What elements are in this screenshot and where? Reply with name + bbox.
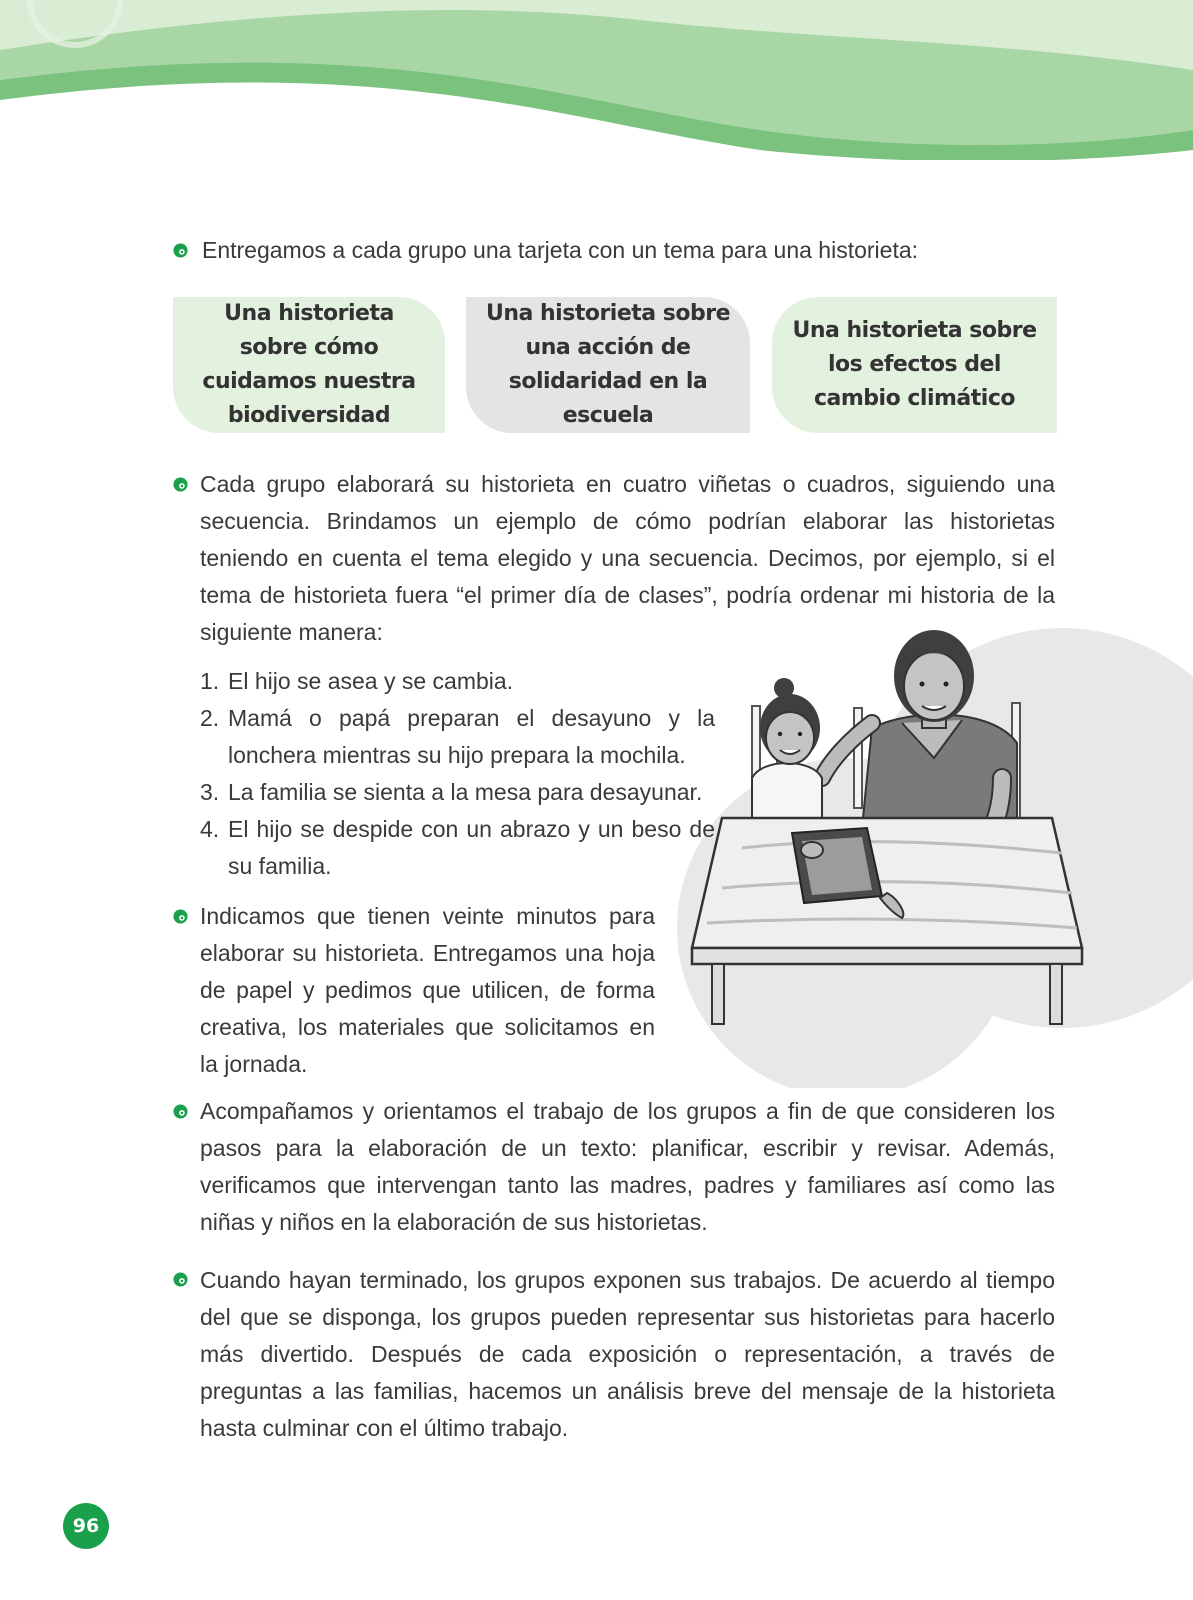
topic-card-biodiversity: Una historieta sobre cómo cuidamos nuestra biodiversidad: [173, 297, 445, 433]
bullet-icon: [173, 477, 188, 492]
topic-card-solidarity: Una historieta sobre una acción de solidaridad en la escuela: [466, 297, 750, 433]
list-item: 3. La familia se sienta a la mesa para desayunar.: [200, 779, 703, 805]
paragraph-sequence-example: Cada grupo elaborará su historieta en cuatro viñetas o cuadros, siguiendo una secuencia. Brindamos un ejemplo de cómo podrían elaborar las historietas teniendo en cuenta el tema elegido y una secuencia. Decimos, por ejemplo, si el tema de historieta fuera “el primer día de clases”, podría ordenar mi historia de la siguiente manera:: [200, 471, 1055, 645]
page-number: 96: [63, 1503, 109, 1549]
list-item: 4. El hijo se despide con un abrazo y un beso de su familia.: [200, 816, 715, 879]
bullet-icon: [173, 909, 188, 924]
mother-child-illustration: [672, 628, 1193, 1088]
header-wave-decoration: [0, 0, 1193, 160]
paragraph-presentation: Cuando hayan terminado, los grupos exponen sus trabajos. De acuerdo al tiempo del que se disponga, los grupos pueden representar sus historietas para hacerlo más divertido. Después de cada exposición o representación, a través de preguntas a las familias, hacemos un análisis breve del mensaje de la historieta hasta culminar con el último trabajo.: [200, 1267, 1055, 1441]
topic-card-climate: Una historieta sobre los efectos del cambio climático: [772, 297, 1057, 433]
bullet-icon: [173, 1272, 188, 1287]
intro-text: Entregamos a cada grupo una tarjeta con un tema para una historieta:: [202, 237, 919, 263]
paragraph-guidance: Acompañamos y orientamos el trabajo de los grupos a fin de que consideren los pasos para la elaboración de un texto: planificar, escribir y revisar. Además, verificamos que intervengan tanto las madres, padres y familiares así como las niñas y niños en la elaboración de sus historietas.: [200, 1098, 1055, 1235]
sequence-list: [200, 663, 715, 885]
list-item: 2. Mamá o papá preparan el desayuno y la lonchera mientras su hijo prepara la mochila.: [200, 705, 715, 768]
paragraph-time-materials: Indicamos que tienen veinte minutos para elaborar su historieta. Entregamos una hoja de papel y pedimos que utilicen, de forma creativa, los materiales que solicitamos en la jornada.: [200, 903, 655, 1077]
list-item: 1. El hijo se asea y se cambia.: [200, 668, 514, 694]
bullet-icon: [173, 243, 188, 258]
bullet-icon: [173, 1104, 188, 1119]
